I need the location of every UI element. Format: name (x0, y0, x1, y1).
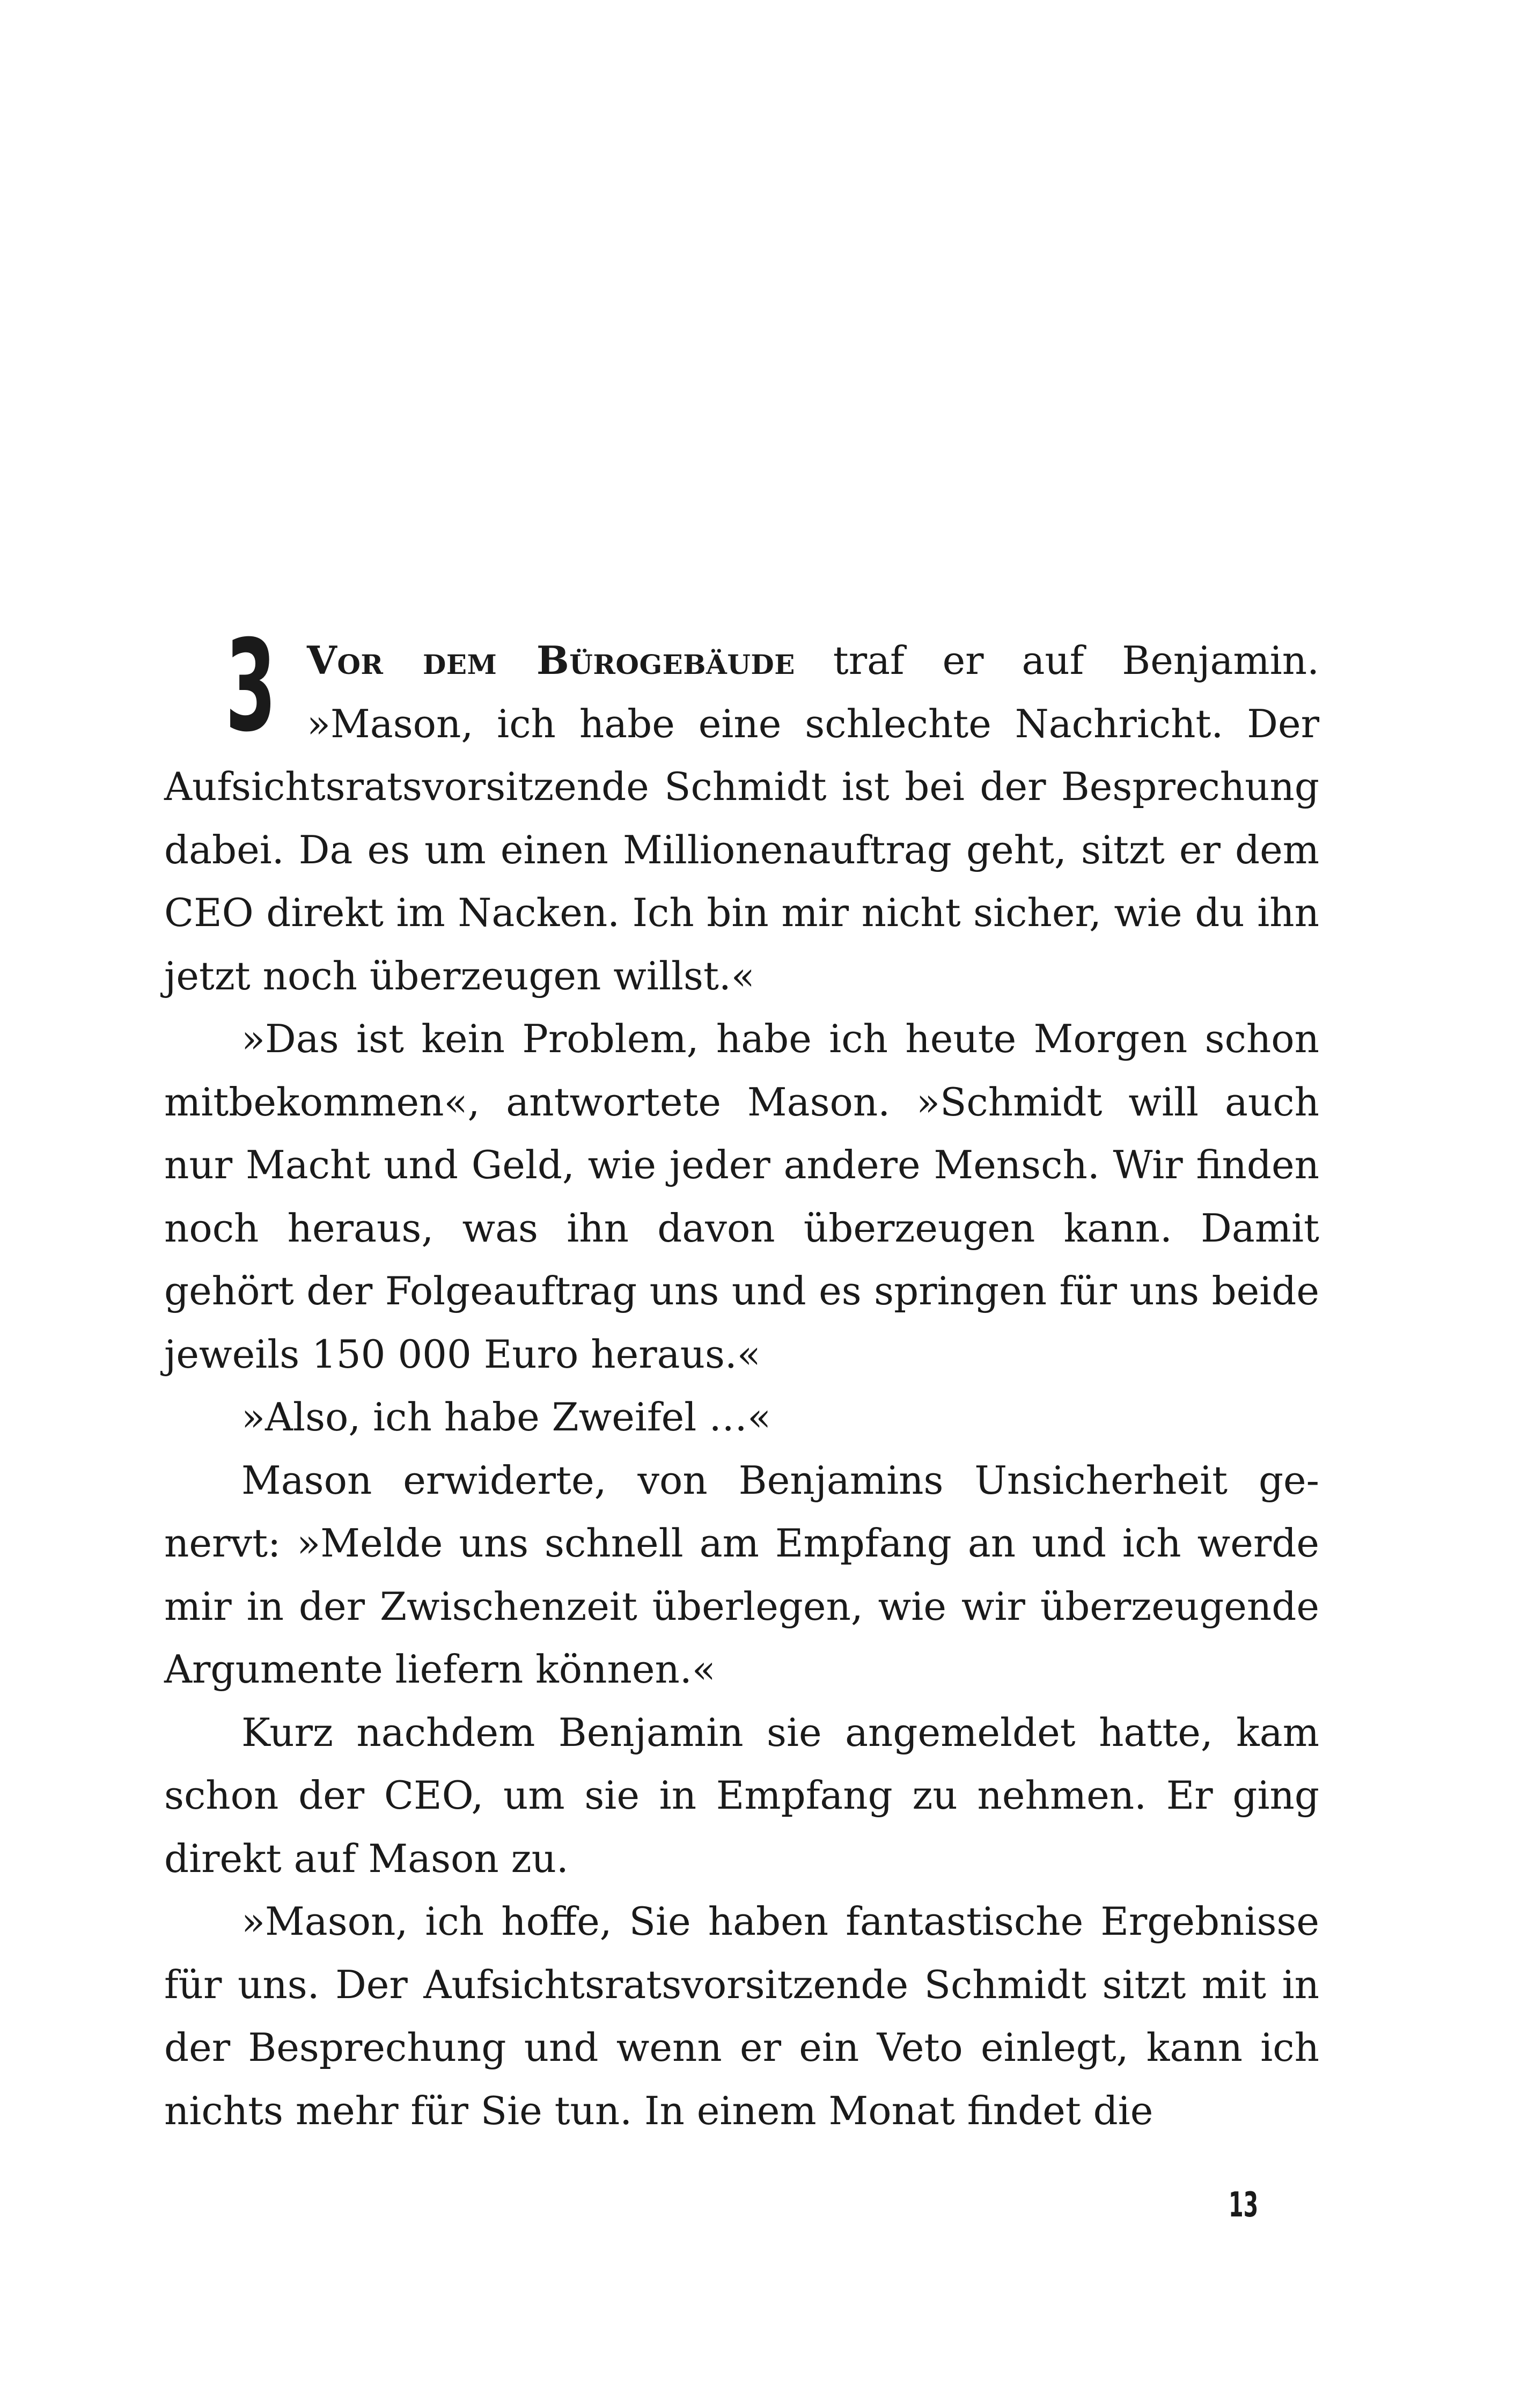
paragraph-3: »Also, ich habe Zweifel …« (241, 1394, 771, 1440)
paragraph-2: »Das ist kein Problem, habe ich heute Morgen schon mitbekommen«, antwortete Mason. »Schmidt will auch nur Macht und Geld, wie jeder andere Mensch. Wir finden noch heraus, was ihn davon überzeugen kann. Damit gehört der Folgeauftrag uns und es springen für uns beide jeweils 150 000 Euro heraus.« (164, 1016, 1319, 1377)
paragraph-1 (164, 613, 1319, 1008)
body-text (164, 613, 1319, 2142)
paragraph-5: Kurz nachdem Benjamin sie angemeldet hatte, kam schon der CEO, um sie in Empfang zu nehmen. Er ging direkt auf Mason zu. (164, 1709, 1319, 1881)
paragraph-6: »Mason, ich hoffe, Sie haben fantastische Ergebnisse für uns. Der Aufsichtsratsvorsitzende Schmidt sitzt mit in der Besprechung und wenn er ein Veto einlegt, kann ich nichts mehr für Sie tun. In einem Monat findet die (164, 1899, 1319, 2133)
chapter-lead-in: Vor dem Bürogebäude (307, 637, 795, 683)
paragraph-1-text: traf er auf Benjamin. »Mason, ich habe eine schlechte Nachricht. Der Aufsichtsratsvorsitzende Schmidt ist bei der Besprechung dabei. Da es um einen Millionenauftrag geht, sitzt er dem CEO direkt im Nacken. Ich bin mir nicht sicher, wie du ihn jetzt noch überzeugen willst.« (164, 638, 1319, 999)
page-number: 13 (1229, 2185, 1259, 2225)
chapter-number: 3 (225, 613, 276, 760)
paragraph-4: Mason erwiderte, von Benjamins Unsicherheit genervt: »Melde uns schnell am Empfang an und ich werde mir in der Zwischenzeit überlegen, wie wir überzeugende Argumente liefern können.« (164, 1457, 1319, 1692)
